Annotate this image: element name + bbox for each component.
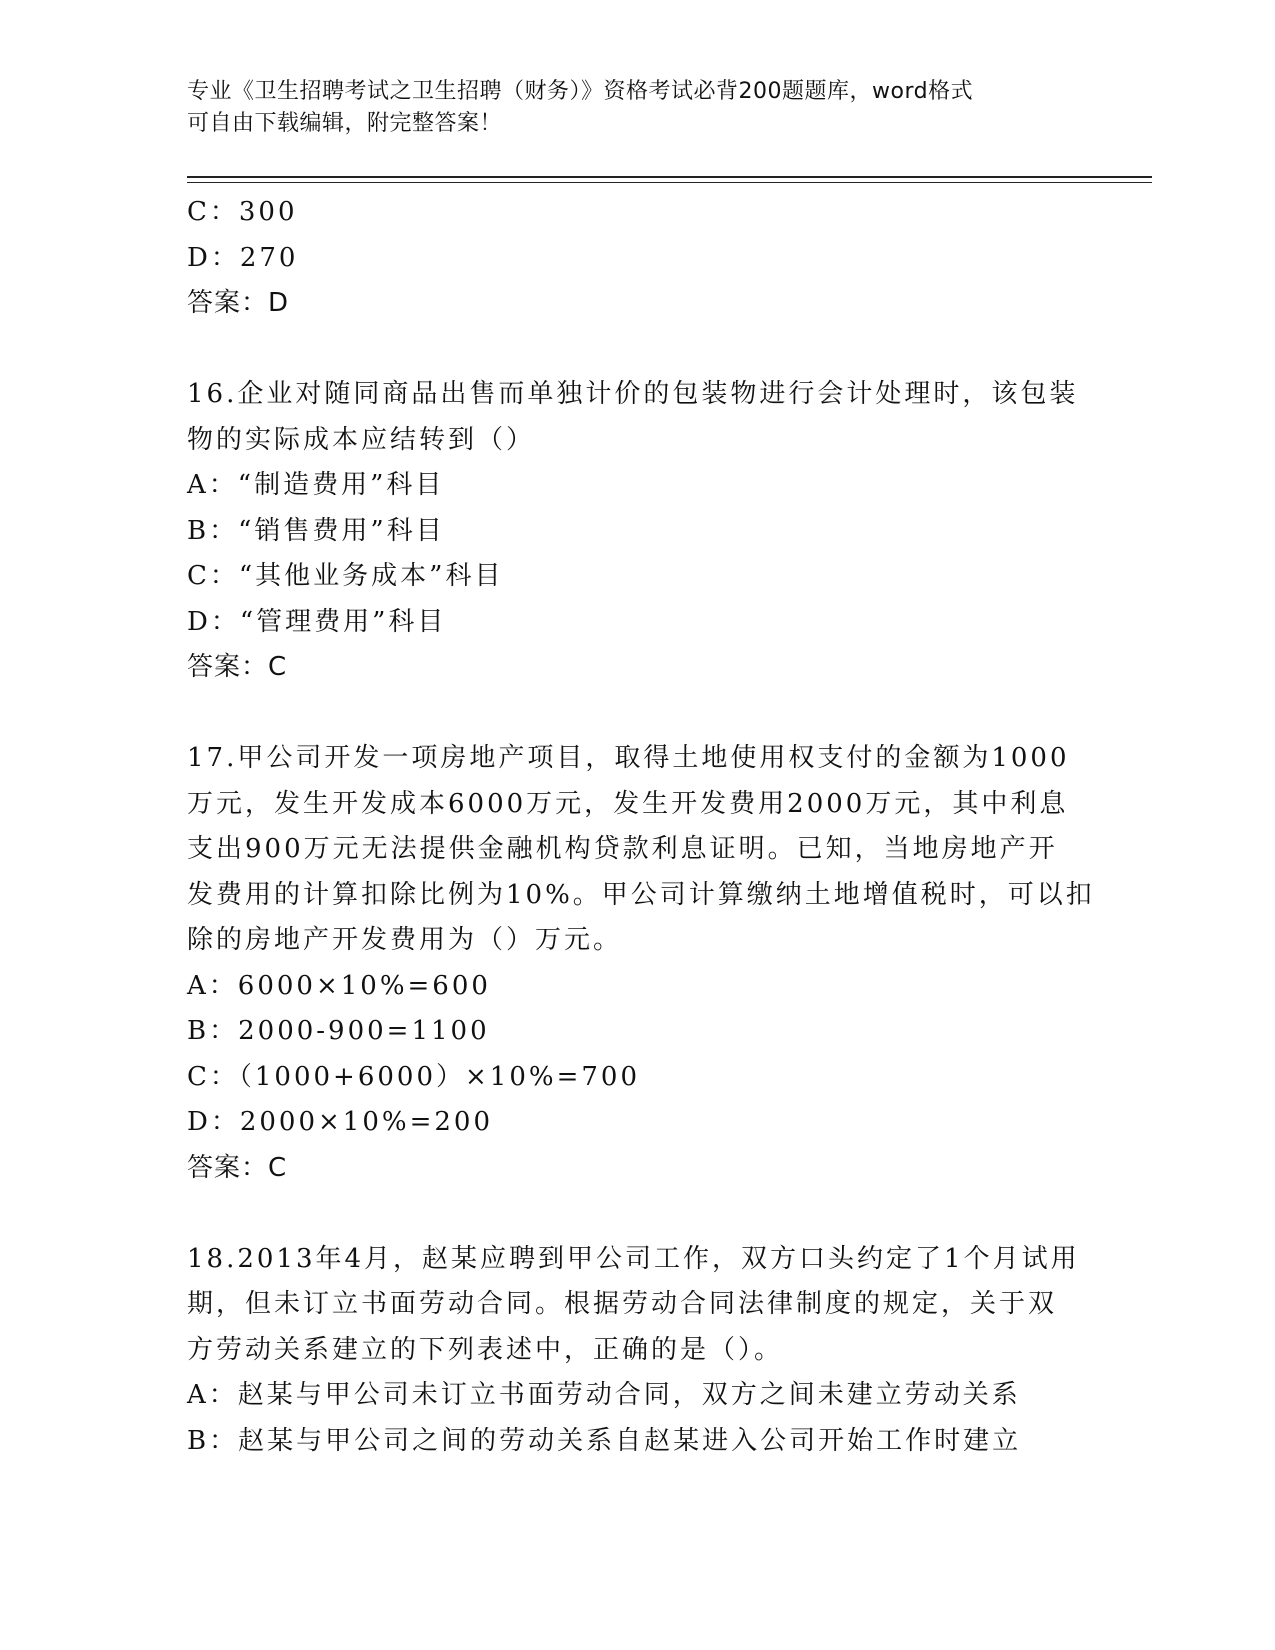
option-b: B：赵某与甲公司之间的劳动关系自赵某进入公司开始工作时建立 bbox=[187, 1425, 1022, 1456]
option-d: D：“管理费用”科目 bbox=[187, 606, 447, 637]
question-17 bbox=[187, 736, 1095, 1191]
question-text-line: 发费用的计算扣除比例为10%。甲公司计算缴纳土地增值税时，可以扣 bbox=[187, 879, 1095, 910]
question-16 bbox=[187, 372, 1087, 691]
question-text-line: 18.2013年4月，赵某应聘到甲公司工作，双方口头约定了1个月试用 bbox=[187, 1243, 1080, 1274]
option-a: A：赵某与甲公司未订立书面劳动合同，双方之间未建立劳动关系 bbox=[187, 1380, 1021, 1410]
option-c: C：（1000+6000）×10%=700 bbox=[187, 1061, 641, 1092]
question-content bbox=[187, 190, 1095, 1464]
option-a: A：6000×10%=600 bbox=[187, 970, 491, 1001]
question-text-line: 物的实际成本应结转到（） bbox=[187, 424, 536, 455]
question-text-line: 支出900万元无法提供金融机构贷款利息证明。已知，当地房地产开 bbox=[187, 834, 1058, 864]
answer-line: 答案：C bbox=[187, 1152, 288, 1183]
header-line-1: 专业《卫生招聘考试之卫生招聘（财务）》资格考试必背200题题库，word格式 bbox=[187, 79, 974, 104]
question-text-line: 方劳动关系建立的下列表述中，正确的是（）。 bbox=[187, 1334, 784, 1365]
option-a: A：“制造费用”科目 bbox=[187, 470, 445, 500]
question-18 bbox=[187, 1237, 1087, 1465]
header-line-2: 可自由下载编辑，附完整答案！ bbox=[187, 111, 503, 136]
header-divider-thin bbox=[187, 182, 1152, 183]
question-text-line: 万元，发生开发成本6000万元，发生开发费用2000万元，其中利息 bbox=[187, 788, 1069, 819]
question-text-line: 16.企业对随同商品出售而单独计价的包装物进行会计处理时，该包装 bbox=[187, 379, 1079, 409]
question-text-line: 除的房地产开发费用为（）万元。 bbox=[187, 925, 623, 955]
answer-line: 答案：C bbox=[187, 652, 288, 682]
option-b: B：“销售费用”科目 bbox=[187, 515, 445, 546]
option-c: C：“其他业务成本”科目 bbox=[187, 561, 504, 591]
page-header bbox=[187, 76, 1087, 140]
question-text-line: 17.甲公司开发一项房地产项目，取得土地使用权支付的金额为1000 bbox=[187, 743, 1070, 773]
question-text-line: 期，但未订立书面劳动合同。根据劳动合同法律制度的规定，关于双 bbox=[187, 1289, 1058, 1319]
question-15-tail bbox=[187, 190, 1087, 327]
option-b: B：2000-900=1100 bbox=[187, 1016, 490, 1046]
option-d: D：270 bbox=[187, 242, 299, 273]
header-divider-thick bbox=[187, 176, 1152, 178]
option-d: D：2000×10%=200 bbox=[187, 1107, 493, 1137]
option-c: C：300 bbox=[187, 197, 298, 227]
answer-line: 答案：D bbox=[187, 288, 290, 318]
